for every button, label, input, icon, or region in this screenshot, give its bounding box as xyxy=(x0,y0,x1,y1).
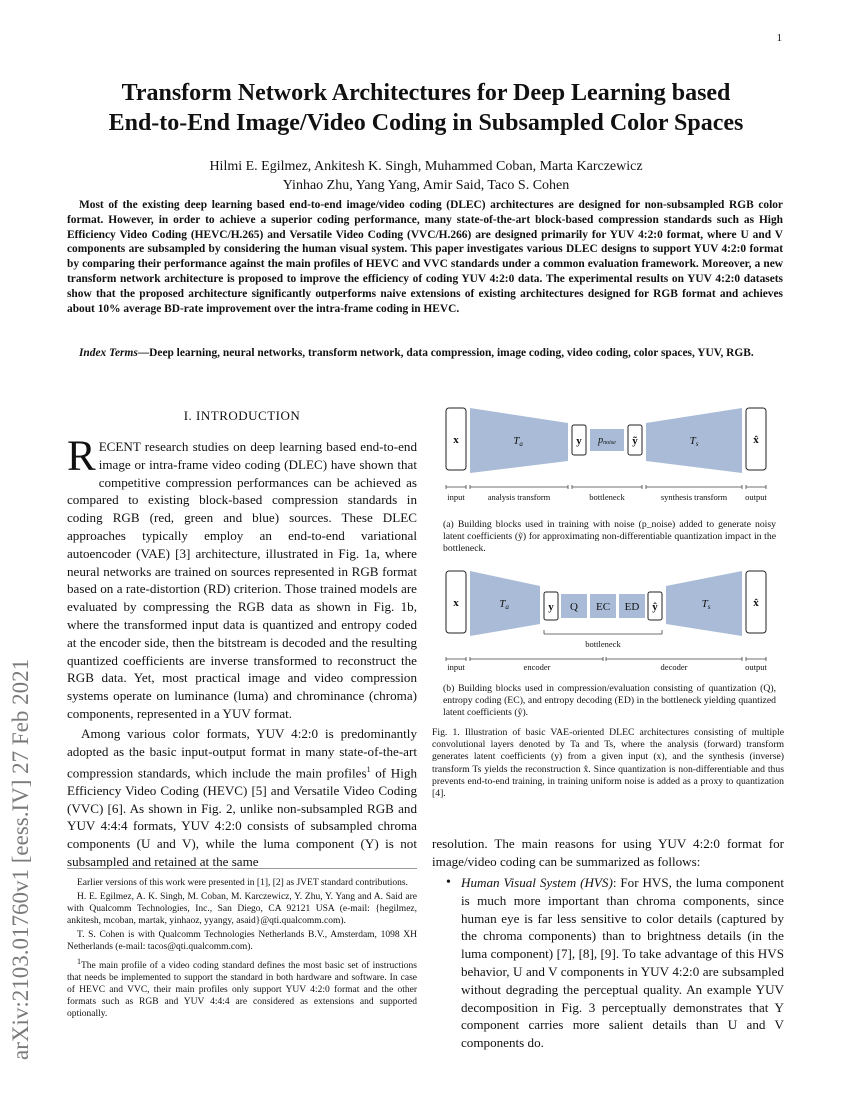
footnotes xyxy=(67,877,417,1022)
svg-text:x̂: x̂ xyxy=(753,597,759,609)
index-terms xyxy=(67,346,783,361)
intro-paragraph-1 xyxy=(67,433,417,723)
section-heading: I. INTRODUCTION xyxy=(183,408,301,423)
svg-text:ŷ: ŷ xyxy=(652,601,658,613)
index-terms-label: Index Terms xyxy=(79,347,138,359)
list-item-hvs xyxy=(446,874,784,1052)
bullet-icon: • xyxy=(446,875,451,890)
svg-text:Ts: Ts xyxy=(689,435,699,448)
caption-1a: (a) Building blocks used in training with noise (p_noise) added to generate noisy latent coefficients (ỹ) for approximating non-differentiable quantization impact in the bottleneck. xyxy=(443,519,776,555)
intro-p2-b: of High Efficiency Video Coding (HEVC) [5] and Versatile Video Coding (VVC) [6]. As shown in Fig. 2, unlike non-subsampled RGB and YUV 4:4:4 formats, YUV 4:2:0 consists of subsampled chroma components (U and V), while the luma component (Y) is not subsampled and retained at the same xyxy=(67,764,417,869)
svg-text:input: input xyxy=(447,662,465,672)
intro-p2-a: Among various color formats, YUV 4:2:0 is predominantly adopted as the basic input-output format in many state-of-the-art compression standards, which include the main profiles xyxy=(67,726,417,780)
svg-text:Ts: Ts xyxy=(701,598,711,611)
right-paragraph-1: resolution. The main reasons for using YUV 4:2:0 format for image/video coding can be summarized as follows: xyxy=(432,836,784,869)
figure-1b-diagram xyxy=(440,568,780,680)
arxiv-stamp: arXiv:2103.01760v1 [eess.IV] 27 Feb 2021 xyxy=(8,658,33,1060)
svg-text:Ta: Ta xyxy=(513,435,523,448)
svg-text:pnoise: pnoise xyxy=(598,435,616,446)
authors xyxy=(70,157,782,195)
title-line-2: End-to-End Image/Video Coding in Subsampled Color Spaces xyxy=(108,110,744,136)
title-line-1: Transform Network Architectures for Deep Learning based xyxy=(121,80,731,106)
footnote-3: T. S. Cohen is with Qualcomm Technologies Netherlands B.V., Amsterdam, 1098 XH Netherlands (e-mail: tacos@qti.qualcomm.com). xyxy=(67,930,417,953)
footnote-4: $^1$The main profile of a video coding standard defines the most basic set of instructions that needs be implemented to support the standard in both hardware and software. In case of HEVC and VVC, their main profiles only support YUV 4:2:0 format and the other formats such as RGB and YUV 4:4:4 are considered as extensions and supported optionally. xyxy=(67,956,417,1020)
svg-text:Q: Q xyxy=(570,601,578,613)
svg-text:y: y xyxy=(548,601,554,613)
footnote-rule xyxy=(67,868,417,869)
svg-text:bottleneck: bottleneck xyxy=(589,492,625,502)
svg-text:input: input xyxy=(447,492,465,502)
x-label: x xyxy=(453,434,459,446)
bullet-term: Human Visual System (HVS) xyxy=(461,875,613,890)
intro-paragraph-2 xyxy=(67,725,417,871)
figure-1a-diagram xyxy=(440,405,780,515)
svg-text:output: output xyxy=(745,662,767,672)
authors-line-1: Hilmi E. Egilmez, Ankitesh K. Singh, Muhammed Coban, Marta Karczewicz xyxy=(209,159,643,174)
abstract: Most of the existing deep learning based end-to-end image/video coding (DLEC) architectures are designed for non-subsampled RGB color format. However, in order to achieve a superior coding performance, many state-of-the-art block-based compression standards such as High Efficiency Video Coding (HEVC/H.265) and Versatile Video Coding (VVC/H.266) are designed primarily for YUV 4:2:0 format, where U and V components are subsampled by considering the human visual system. This paper investigates various DLEC designs to support YUV 4:2:0 format by comparing their performance against the main profiles of HEVC and VVC standards under a common evaluation framework. Moreover, a new transform network architecture is proposed to improve the efficiency of coding YUV 4:2:0 data. The experimental results on YUV 4:2:0 datasets show that the proposed architecture significantly outperforms naive extensions of existing architectures designed for RGB format and achieves about 10% average BD-rate improvement over the intra-frame coding in HEVC. xyxy=(67,199,783,315)
authors-line-2: Yinhao Zhu, Yang Yang, Amir Said, Taco S. Cohen xyxy=(282,178,570,193)
svg-text:analysis transform: analysis transform xyxy=(487,492,551,502)
svg-text:y: y xyxy=(576,435,582,447)
caption-1b: (b) Building blocks used in compression/evaluation consisting of quantization (Q), entropy coding (EC), and entropy decoding (ED) in the bottleneck yielding quantized latent coefficients (ŷ). xyxy=(443,683,776,719)
svg-text:Ta: Ta xyxy=(499,598,509,611)
svg-text:encoder: encoder xyxy=(523,662,551,672)
figure-1-caption: Fig. 1. Illustration of basic VAE-oriented DLEC architectures consisting of multiple convolutional layers denoted by Ta and Ts, where the analysis (forward) transform generates latent coefficients (y) from a given input (x), and the synthesis (inverse) transform Ts yields the reconstruction x̂. Since quantization is non-differentiable and thus prevents end-to-end training, in training uniform noise is added as a proxy to quantization [4]. xyxy=(432,727,784,800)
svg-text:output: output xyxy=(745,492,767,502)
paper-title xyxy=(70,78,782,138)
svg-text:bottleneck: bottleneck xyxy=(585,639,621,649)
svg-text:decoder: decoder xyxy=(660,662,688,672)
svg-text:ED: ED xyxy=(624,601,640,613)
svg-text:synthesis transform: synthesis transform xyxy=(660,492,728,502)
svg-text:x̂: x̂ xyxy=(753,434,759,446)
footnote-1: Earlier versions of this work were presented in [1], [2] as JVET standard contributions. xyxy=(77,878,408,888)
page-number: 1 xyxy=(776,32,782,44)
footnote-ref: 1 xyxy=(366,764,371,774)
svg-text:ỹ: ỹ xyxy=(632,435,638,447)
footnote-2: H. E. Egilmez, A. K. Singh, M. Coban, M. Karczewicz, Y. Zhu, Y. Yang and A. Said are with Qualcomm Technologies, Inc., San Diego, CA 92121 USA (e-mail: {hegilmez, ankitesh, mcoban, martak, yinhaoz, yyangy, asaid}@qti.qualcomm.com). xyxy=(67,892,417,927)
dropcap: R xyxy=(67,433,96,480)
svg-text:x: x xyxy=(453,597,459,609)
bullet-text: : For HVS, the luma component is much more important than chroma components, since human eye is far less sensitive to color details (captured by the chroma components) than to brightness details (in the luma component) [7], [8], [9]. To take advantage of this HVS behavior, U and V components in YUV 4:2:0 are subsampled without degrading the perceptual quality. An example YUV decomposition in Fig. 3 perceptually demonstrates that Y component carries more salient details than U and V components do. xyxy=(461,875,784,1051)
svg-text:EC: EC xyxy=(595,601,611,613)
index-terms-text: —Deep learning, neural networks, transform network, data compression, image coding, video coding, color spaces, YUV, RGB. xyxy=(137,347,754,359)
intro-p1-text: ECENT research studies on deep learning based end-to-end image or intra-frame video coding (DLEC) have shown that competitive compression performances can be achieved as compared to existing block-based compression standards in coding RGB (red, green and blue) sources. These DLEC approaches typically employ an end-to-end variational autoencoder (VAE) [3] architecture, illustrated in Fig. 1a, where neural networks are trained on sources represented in RGB format based on a rate-distortion (RD) criterion. Those trained models are evaluated by compressing the RGB data as shown in Fig. 1b, where the transformed input data is quantized and entropy coded at the encoder side, then the bitstream is decoded and the resulting quantized coefficients are inverse transformed to reconstruct the RGB data. Yet, most practical image and video compression systems operate on luminance (luma) and chrominance (chroma) components, represented in a YUV format. xyxy=(67,439,417,721)
